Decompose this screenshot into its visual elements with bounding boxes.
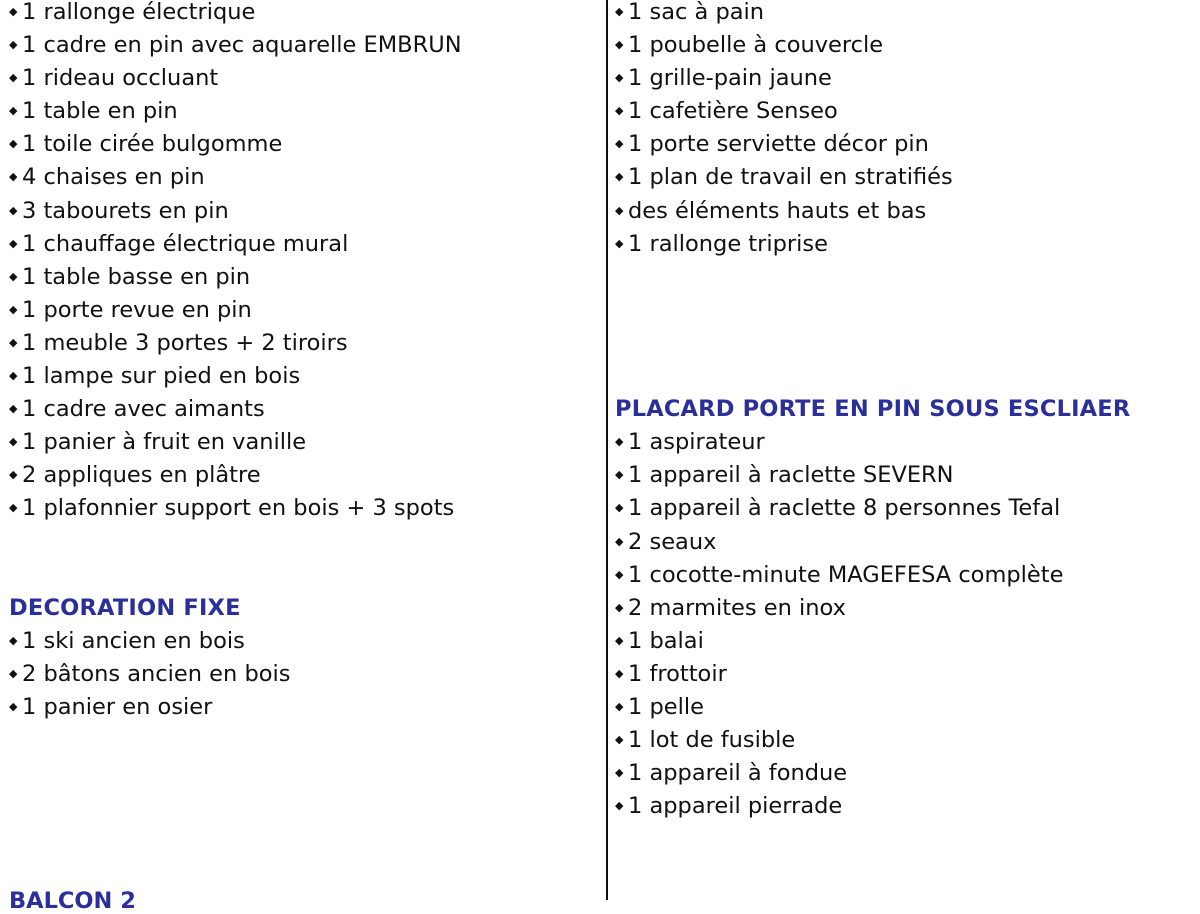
list-item-label: 1 panier à fruit en vanille xyxy=(22,429,307,456)
list-item-label: 1 aspirateur xyxy=(628,429,765,456)
list-item-label: 1 table basse en pin xyxy=(22,263,251,290)
bullet-icon: ◆ xyxy=(615,766,624,780)
bullet-icon: ◆ xyxy=(615,534,624,548)
list-item xyxy=(615,231,1195,264)
list-item xyxy=(9,628,599,661)
list-item xyxy=(9,694,599,727)
bullet-icon: ◆ xyxy=(9,302,18,316)
list-item xyxy=(9,231,599,264)
list-item xyxy=(615,661,1195,694)
list-item xyxy=(9,396,599,429)
bullet-icon: ◆ xyxy=(615,170,624,184)
list-item-label: 1 balai xyxy=(628,627,704,654)
list-item xyxy=(9,198,599,231)
list-item xyxy=(615,694,1195,727)
list-item xyxy=(615,529,1195,562)
list-item-label: 1 toile cirée bulgomme xyxy=(22,131,283,158)
bullet-icon: ◆ xyxy=(615,435,624,449)
list-item-label: 1 plafonnier support en bois + 3 spots xyxy=(22,495,455,522)
list-item xyxy=(615,495,1195,528)
list-item-label: des éléments hauts et bas xyxy=(628,197,927,224)
list-item xyxy=(9,131,599,164)
list-item xyxy=(615,164,1195,197)
list-item xyxy=(615,65,1195,98)
list-item xyxy=(9,297,599,330)
list-item xyxy=(615,793,1195,826)
list-item-label: 1 sac à pain xyxy=(628,0,765,25)
list-item xyxy=(615,727,1195,760)
left-column xyxy=(9,0,599,727)
right-column xyxy=(615,0,1195,826)
list-item xyxy=(615,131,1195,164)
spacer xyxy=(615,297,1195,330)
list-item xyxy=(615,462,1195,495)
list-item-label: 2 bâtons ancien en bois xyxy=(22,660,291,687)
list-item xyxy=(9,164,599,197)
list-item-label: 1 porte revue en pin xyxy=(22,296,252,323)
bullet-icon: ◆ xyxy=(9,236,18,250)
spacer xyxy=(9,529,599,562)
list-item xyxy=(615,0,1195,32)
list-item xyxy=(615,98,1195,131)
bullet-icon: ◆ xyxy=(615,468,624,482)
bullet-icon: ◆ xyxy=(615,799,624,813)
list-item-label: 3 tabourets en pin xyxy=(22,197,229,224)
bullet-icon: ◆ xyxy=(9,170,18,184)
list-item xyxy=(9,661,599,694)
bullet-icon: ◆ xyxy=(615,38,624,52)
spacer xyxy=(615,363,1195,396)
list-item-label: 2 marmites en inox xyxy=(628,594,846,621)
list-item-label: 1 ski ancien en bois xyxy=(22,627,245,654)
bullet-icon: ◆ xyxy=(9,633,18,647)
column-divider xyxy=(606,0,608,900)
list-item-label: 1 cadre avec aimants xyxy=(22,396,265,423)
bullet-icon: ◆ xyxy=(615,666,624,680)
list-item-label: 1 rallonge électrique xyxy=(22,0,256,25)
list-item-label: 1 frottoir xyxy=(628,660,727,687)
list-item-label: 1 rallonge triprise xyxy=(628,230,828,257)
list-item-label: 1 table en pin xyxy=(22,98,178,125)
spacer xyxy=(615,330,1195,363)
bullet-icon: ◆ xyxy=(615,600,624,614)
list-item-label: 1 pelle xyxy=(628,693,704,720)
list-item-label: 1 cafetière Senseo xyxy=(628,98,838,125)
bullet-icon: ◆ xyxy=(9,369,18,383)
bullet-icon: ◆ xyxy=(9,435,18,449)
left-section1-list xyxy=(9,0,599,727)
list-item xyxy=(615,562,1195,595)
list-item xyxy=(615,429,1195,462)
list-item-label: 1 appareil à raclette 8 personnes Tefal xyxy=(628,495,1061,522)
bullet-icon: ◆ xyxy=(615,501,624,515)
list-item-label: 1 grille-pain jaune xyxy=(628,65,832,92)
bullet-icon: ◆ xyxy=(615,137,624,151)
bullet-icon: ◆ xyxy=(9,699,18,713)
list-item-label: 1 appareil à fondue xyxy=(628,760,848,787)
bullet-icon: ◆ xyxy=(9,203,18,217)
list-item-label: 1 panier en osier xyxy=(22,693,213,720)
bullet-icon: ◆ xyxy=(9,104,18,118)
list-item xyxy=(9,98,599,131)
bullet-icon: ◆ xyxy=(9,137,18,151)
list-item xyxy=(9,65,599,98)
list-item-label: 2 seaux xyxy=(628,528,717,555)
section-heading-decoration-fixe: DECORATION FIXE xyxy=(9,594,241,621)
section-heading-placard: PLACARD PORTE EN PIN SOUS ESCLIAER xyxy=(615,396,1131,423)
bullet-icon: ◆ xyxy=(9,501,18,515)
list-item xyxy=(615,32,1195,65)
right-section1-list xyxy=(615,0,1195,826)
bullet-icon: ◆ xyxy=(615,699,624,713)
list-item xyxy=(615,760,1195,793)
bullet-icon: ◆ xyxy=(615,733,624,747)
bullet-icon: ◆ xyxy=(9,71,18,85)
bullet-icon: ◆ xyxy=(615,633,624,647)
list-item xyxy=(9,264,599,297)
list-item-label: 1 poubelle à couvercle xyxy=(628,32,884,59)
spacer xyxy=(9,562,599,595)
bullet-icon: ◆ xyxy=(615,236,624,250)
list-item-label: 1 lampe sur pied en bois xyxy=(22,363,301,390)
section-heading-balcon-partial xyxy=(9,888,136,914)
list-item-label: 1 cadre en pin avec aquarelle EMBRUN xyxy=(22,32,462,59)
list-item xyxy=(9,495,599,528)
list-item-label: 4 chaises en pin xyxy=(22,164,205,191)
section-heading-balcon-label: BALCON 2 xyxy=(9,888,136,914)
list-item xyxy=(615,628,1195,661)
list-item-label: 1 appareil pierrade xyxy=(628,793,843,820)
list-item xyxy=(9,429,599,462)
list-item-label: 1 porte serviette décor pin xyxy=(628,131,929,158)
list-item xyxy=(9,330,599,363)
list-item-label: 1 appareil à raclette SEVERN xyxy=(628,462,954,489)
list-item-label: 1 meuble 3 portes + 2 tiroirs xyxy=(22,329,348,356)
list-item-label: 1 cocotte-minute MAGEFESA complète xyxy=(628,561,1064,588)
list-item xyxy=(9,462,599,495)
bullet-icon: ◆ xyxy=(615,5,624,18)
list-item xyxy=(9,363,599,396)
list-item-label: 1 chauffage électrique mural xyxy=(22,230,349,257)
bullet-icon: ◆ xyxy=(9,335,18,349)
list-item xyxy=(9,32,599,65)
list-item-label: 1 lot de fusible xyxy=(628,727,796,754)
bullet-icon: ◆ xyxy=(9,269,18,283)
spacer xyxy=(615,264,1195,297)
bullet-icon: ◆ xyxy=(9,402,18,416)
bullet-icon: ◆ xyxy=(615,203,624,217)
bullet-icon: ◆ xyxy=(9,468,18,482)
list-item-label: 1 plan de travail en stratifiés xyxy=(628,164,953,191)
bullet-icon: ◆ xyxy=(615,71,624,85)
list-item-label: 2 appliques en plâtre xyxy=(22,462,261,489)
bullet-icon: ◆ xyxy=(615,104,624,118)
bullet-icon: ◆ xyxy=(615,567,624,581)
list-item xyxy=(615,595,1195,628)
list-item xyxy=(9,0,599,32)
list-item xyxy=(615,198,1195,231)
bullet-icon: ◆ xyxy=(9,666,18,680)
list-item-label: 1 rideau occluant xyxy=(22,65,219,92)
bullet-icon: ◆ xyxy=(9,5,18,18)
bullet-icon: ◆ xyxy=(9,38,18,52)
